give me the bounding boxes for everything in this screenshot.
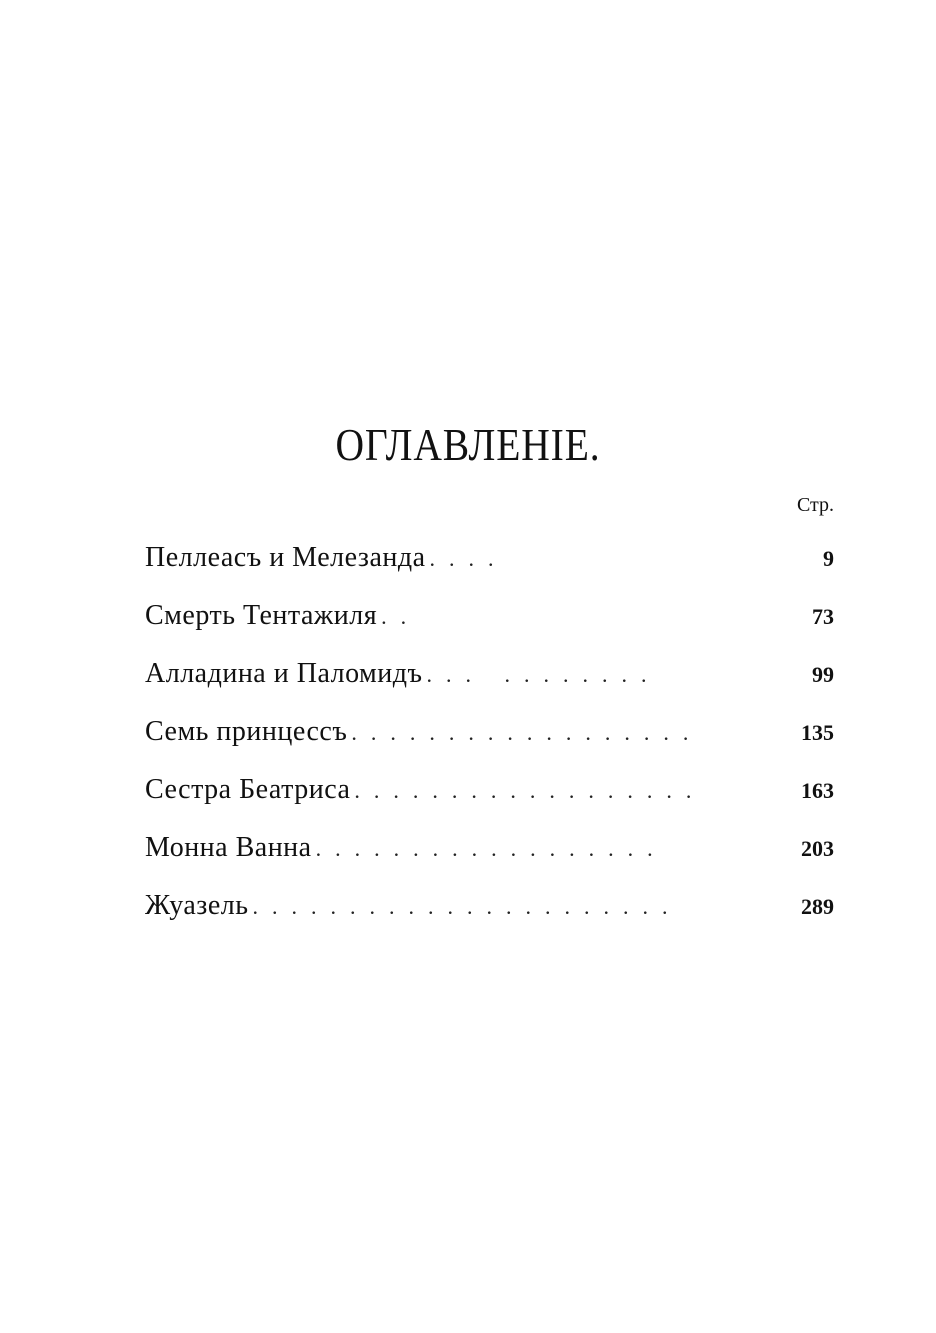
toc-page-number: 73	[812, 604, 834, 629]
toc-dot-leader: ... ........	[426, 662, 661, 687]
toc-page-number: 289	[801, 894, 834, 919]
toc-entry-title: Алладина и Паломидъ	[145, 658, 423, 689]
toc-page-number: 9	[823, 546, 834, 571]
toc-entry	[145, 536, 834, 594]
toc-page-number: 203	[801, 836, 834, 861]
toc-entry-title: Сестра Беатриса	[145, 774, 351, 805]
toc-entry-title: Пеллеасъ и Мелезанда	[145, 542, 426, 573]
toc-entry-title: Семь принцессъ	[145, 716, 348, 747]
toc-entry	[145, 768, 834, 826]
toc-entry-title: Монна Ванна	[145, 832, 312, 863]
toc-dot-leader: ......................	[252, 894, 682, 919]
toc-dot-leader: ..................	[354, 778, 706, 803]
table-of-contents	[145, 536, 834, 942]
toc-dot-leader: ..................	[315, 836, 667, 861]
toc-page-number: 135	[801, 720, 834, 745]
toc-entry-title: Смерть Тентажиля	[145, 600, 378, 631]
toc-entry	[145, 652, 834, 710]
toc-dot-leader: ....	[429, 546, 508, 571]
page-title: ОГЛАВЛЕНІЕ.	[335, 419, 601, 470]
toc-entry-title: Жуазель	[145, 890, 249, 921]
toc-page-number: 163	[801, 778, 834, 803]
toc-entry	[145, 884, 834, 942]
toc-entry	[145, 594, 834, 652]
toc-dot-leader: ..	[381, 604, 421, 629]
toc-page-number: 99	[812, 662, 834, 687]
toc-dot-leader: ..................	[351, 720, 703, 745]
toc-entry	[145, 826, 834, 884]
toc-entry	[145, 710, 834, 768]
page-column-label: Стр.	[796, 494, 834, 516]
